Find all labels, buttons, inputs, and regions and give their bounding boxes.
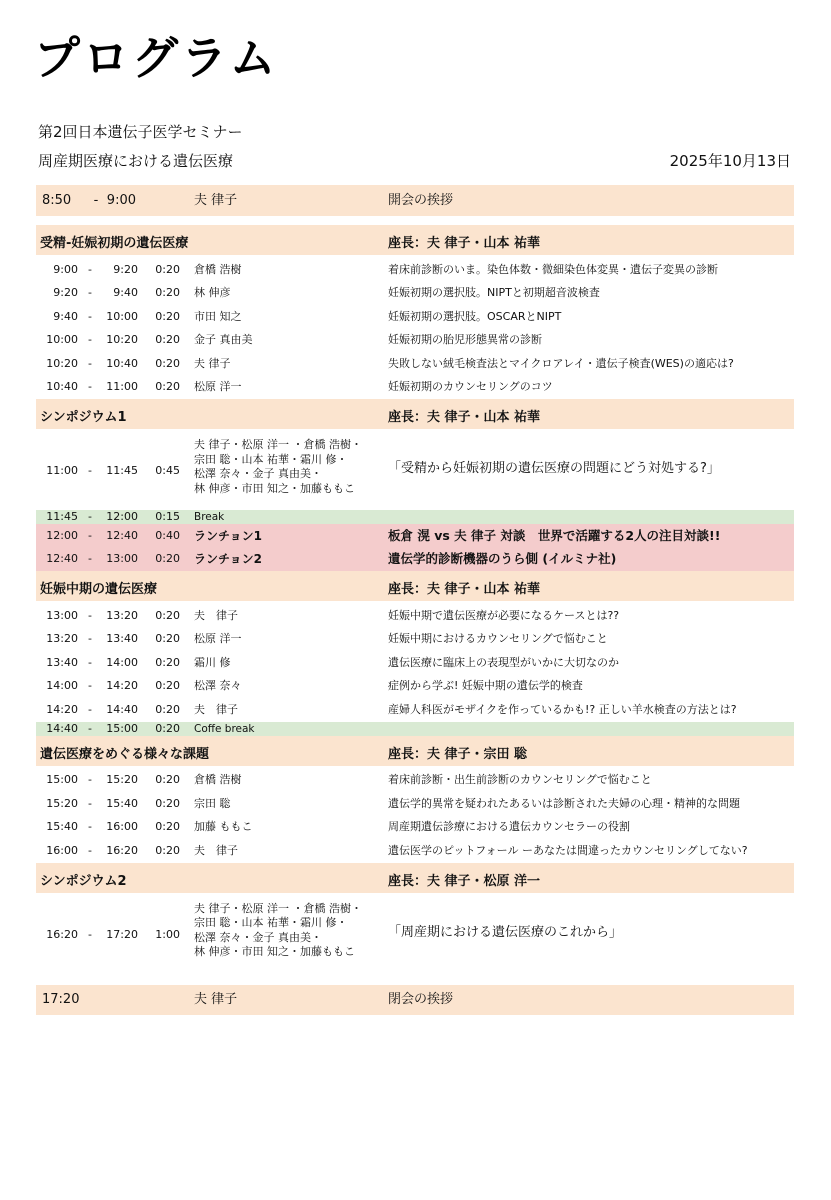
program-row (36, 258, 794, 282)
end-time: 15:20 (106, 773, 138, 787)
start-time: 12:40 (46, 552, 78, 566)
duration: 0:45 (155, 464, 180, 477)
session-title: 症例から学ぶ! 妊娠中期の遺伝学的検査 (388, 679, 583, 693)
session-title: 着床前診断・出生前診断のカウンセリングで悩むこと (388, 773, 652, 787)
section-chair: 座長：夫 律子・山本 祐華 (388, 410, 541, 425)
end-time: 12:00 (106, 510, 138, 523)
time-dash: - (88, 333, 92, 347)
speaker: 松原 洋一 (194, 380, 242, 394)
time-dash: - (88, 356, 92, 370)
time-dash: - (88, 632, 92, 646)
time-dash: - (88, 702, 92, 716)
duration: 0:20 (155, 552, 180, 566)
session-title: 妊娠初期の選択肢。NIPTと初期超音波検査 (388, 286, 600, 300)
program-row (36, 698, 794, 722)
speaker: 倉橋 浩樹 (194, 773, 242, 787)
time-dash: - (88, 262, 92, 276)
speaker: 夫 律子 (194, 608, 238, 622)
start-time: 16:00 (46, 843, 78, 857)
program-row (36, 282, 794, 306)
end-time: 16:00 (106, 820, 138, 834)
start-time: 15:00 (46, 773, 78, 787)
speaker: 夫 律子 (194, 356, 231, 370)
speaker: 倉橋 浩樹 (194, 262, 242, 276)
end-time: 9:20 (113, 262, 138, 276)
speaker: 林 伸彦 (194, 286, 231, 300)
speaker: Break (194, 511, 225, 523)
section-chair: 座長：夫 律子・山本 祐華 (388, 236, 541, 251)
duration: 0:20 (155, 309, 180, 323)
duration: 0:20 (155, 820, 180, 834)
end-time: 14:20 (106, 679, 138, 693)
section-header (36, 736, 794, 766)
duration: 0:40 (155, 528, 180, 542)
duration: 0:20 (155, 796, 180, 810)
session-title: 遺伝学的診断機器のうら側 (イルミナ社) (388, 551, 617, 567)
program-row (36, 376, 794, 400)
duration: 0:20 (155, 286, 180, 300)
session-title: 妊娠中期で遺伝医療が必要になるケースとは?? (388, 608, 620, 622)
start-time: 9:00 (53, 262, 78, 276)
section-chair: 座長：夫 律子・宗田 聡 (388, 746, 528, 762)
end-time: 14:40 (106, 702, 138, 716)
end-time: 15:00 (106, 721, 138, 735)
duration: 0:20 (155, 721, 180, 735)
start-time: 9:40 (53, 309, 78, 323)
duration: 0:20 (155, 356, 180, 370)
duration: 0:20 (155, 333, 180, 347)
speaker: 市田 知之 (194, 309, 242, 323)
start-time: 12:00 (46, 528, 78, 542)
time-dash: - (88, 773, 92, 787)
program-row (36, 548, 794, 572)
duration: 0:20 (155, 380, 180, 394)
session-title: 妊娠初期の胎児形態異常の診断 (388, 333, 542, 347)
section-title: シンポジウム1 (40, 410, 127, 425)
session-title: 遺伝学的異常を疑われたあるいは診断された夫婦の心理・精神的な問題 (388, 796, 740, 810)
speaker: Coffe break (194, 722, 255, 735)
program-row (36, 329, 794, 353)
session-title: 着床前診断のいま。染色体数・微細染色体変異・遺伝子変異の診断 (388, 262, 718, 276)
section-title: 遺伝医療をめぐる様々な課題 (40, 746, 210, 762)
time-dash: - (88, 843, 92, 857)
session-title: 妊娠初期のカウンセリングのコツ (388, 380, 553, 394)
start-time: 11:45 (46, 510, 78, 523)
end-time: 13:20 (106, 608, 138, 622)
section-title: シンポジウム2 (40, 873, 127, 889)
duration: 1:00 (155, 927, 180, 941)
duration: 0:20 (155, 679, 180, 693)
program-row (36, 769, 794, 793)
end-time: 9:00 (106, 192, 136, 208)
program-row (36, 675, 794, 699)
program-row (36, 722, 794, 736)
speaker: 宗田 聡 (194, 796, 231, 810)
duration: 0:20 (155, 773, 180, 787)
time-dash: - (88, 655, 92, 669)
speaker: 夫 律子 (194, 991, 238, 1007)
session-title: 「受精から妊娠初期の遺伝医療の問題にどう対処する?」 (388, 461, 720, 476)
duration: 0:20 (155, 702, 180, 716)
start-time: 8:50 (42, 192, 72, 208)
session-title: 遺伝医療に臨床上の表現型がいかに大切なのか (388, 655, 619, 669)
subtitle: 周産期医療における遺伝医療 (38, 152, 234, 170)
speaker: 夫 律子・松原 洋一 ・倉橋 浩樹・ 宗田 聡・山本 祐華・霜川 修・ 松澤 奈々・金子 真由美・ 林 伸彦・市田 知之・加藤ももこ (194, 901, 362, 959)
time-dash: - (88, 552, 92, 566)
speaker: 松澤 奈々 (194, 679, 242, 693)
end-time: 12:40 (106, 528, 138, 542)
section-title: 妊娠中期の遺伝医療 (40, 582, 158, 597)
program-row (36, 651, 794, 675)
speaker: ランチョン1 (194, 528, 262, 543)
end-time: 14:00 (106, 655, 138, 669)
time-dash: - (88, 721, 92, 735)
start-time: 15:20 (46, 796, 78, 810)
section-header (36, 399, 794, 429)
session-title: 遺伝医学のピットフォール ーあなたは間違ったカウンセリングしてない? (388, 843, 748, 857)
end-time: 9:40 (113, 286, 138, 300)
speaker: 霜川 修 (194, 655, 231, 669)
time-dash: - (93, 192, 99, 208)
program-row (36, 792, 794, 816)
session-title: 閉会の挨拶 (388, 991, 454, 1007)
time-dash: - (88, 286, 92, 300)
end-time: 11:45 (106, 464, 138, 477)
speaker: ランチョン2 (194, 552, 262, 567)
session-title: 妊娠初期の選択肢。OSCARとNIPT (388, 309, 562, 323)
section-header (36, 225, 794, 255)
page-title: プログラム (34, 31, 279, 85)
speaker: 夫 律子 (194, 702, 238, 716)
speaker: 松原 洋一 (194, 632, 242, 646)
seminar-name: 第2回日本遺伝子医学セミナー (38, 123, 243, 141)
start-time: 14:00 (46, 679, 78, 693)
end-time: 15:40 (106, 796, 138, 810)
time-dash: - (88, 608, 92, 622)
speaker: 夫 律子 (194, 843, 238, 857)
time-dash: - (88, 528, 92, 542)
duration: 0:20 (155, 655, 180, 669)
start-time: 15:40 (46, 820, 78, 834)
duration: 0:20 (155, 608, 180, 622)
end-time: 10:40 (106, 356, 138, 370)
program-row (36, 432, 794, 510)
program-row (36, 839, 794, 863)
program-row (36, 185, 794, 216)
start-time: 10:20 (46, 356, 78, 370)
start-time: 9:20 (53, 286, 78, 300)
start-time: 17:20 (42, 991, 80, 1007)
program-row (36, 896, 794, 974)
start-time: 13:20 (46, 632, 78, 646)
section-chair: 座長：夫 律子・山本 祐華 (388, 582, 541, 597)
section-title: 受精-妊娠初期の遺伝医療 (40, 236, 189, 251)
start-time: 10:00 (46, 333, 78, 347)
time-dash: - (88, 380, 92, 394)
duration: 0:15 (155, 510, 180, 523)
session-title: 開会の挨拶 (388, 192, 454, 208)
end-time: 11:00 (106, 380, 138, 394)
session-title: 妊娠中期におけるカウンセリングで悩むこと (388, 632, 608, 646)
end-time: 10:00 (106, 309, 138, 323)
start-time: 16:20 (46, 927, 78, 941)
end-time: 10:20 (106, 333, 138, 347)
duration: 0:20 (155, 262, 180, 276)
session-title: 失敗しない絨毛検査法とマイクロアレイ・遺伝子検査(WES)の適応は? (388, 356, 734, 370)
speaker: 金子 真由美 (194, 333, 253, 347)
session-title: 産婦人科医がモザイクを作っているかも!? 正しい羊水検査の方法とは? (388, 702, 737, 716)
program-row (36, 305, 794, 329)
program-row (36, 604, 794, 628)
speaker: 加藤 ももこ (194, 820, 253, 834)
time-dash: - (88, 679, 92, 693)
duration: 0:20 (155, 632, 180, 646)
time-dash: - (88, 796, 92, 810)
program-row (36, 524, 794, 548)
speaker: 夫 律子・松原 洋一 ・倉橋 浩樹・ 宗田 聡・山本 祐華・霜川 修・ 松澤 奈々・金子 真由美・ 林 伸彦・市田 知之・加藤ももこ (194, 438, 362, 495)
time-dash: - (88, 309, 92, 323)
program-row (36, 628, 794, 652)
time-dash: - (88, 820, 92, 834)
session-title: 板倉 滉 vs 夫 律子 対談 世界で活躍する2人の注目対談!! (388, 527, 721, 543)
event-date: 2025年10月13日 (669, 152, 791, 170)
start-time: 11:00 (46, 464, 78, 477)
time-dash: - (88, 510, 92, 523)
time-dash: - (88, 464, 92, 477)
speaker: 夫 律子 (194, 192, 238, 208)
end-time: 16:20 (106, 843, 138, 857)
section-header (36, 863, 794, 893)
time-dash: - (88, 927, 92, 941)
session-title: 周産期遺伝診療における遺伝カウンセラーの役割 (388, 820, 630, 834)
section-header (36, 571, 794, 601)
end-time: 17:20 (106, 927, 138, 941)
start-time: 14:40 (46, 721, 78, 735)
program-row (36, 816, 794, 840)
start-time: 10:40 (46, 380, 78, 394)
session-title: 「周産期における遺伝医療のこれから」 (388, 924, 623, 940)
end-time: 13:00 (106, 552, 138, 566)
start-time: 13:00 (46, 608, 78, 622)
start-time: 13:40 (46, 655, 78, 669)
start-time: 14:20 (46, 702, 78, 716)
section-chair: 座長：夫 律子・松原 洋一 (388, 873, 541, 889)
duration: 0:20 (155, 843, 180, 857)
program-row (36, 985, 794, 1015)
program-row (36, 352, 794, 376)
program-row (36, 510, 794, 524)
end-time: 13:40 (106, 632, 138, 646)
